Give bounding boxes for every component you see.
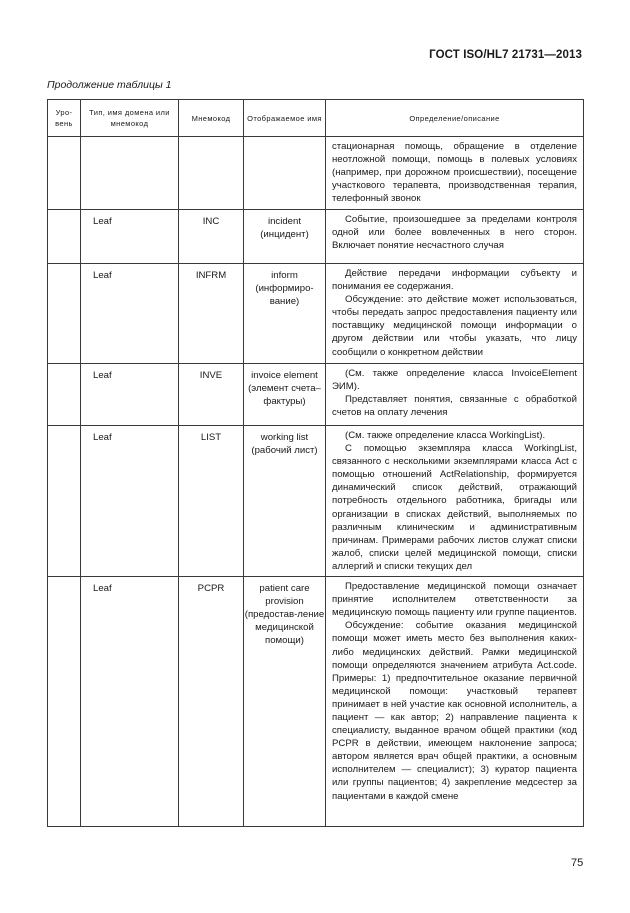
cell-level: [48, 426, 81, 577]
cell-mnemo: LIST: [179, 426, 244, 577]
table-continuation-caption: Продолжение таблицы 1: [47, 79, 172, 91]
col-header-level: Уро-вень: [48, 100, 81, 137]
cell-type: Leaf: [81, 426, 179, 577]
cell-mnemo: PCPR: [179, 577, 244, 827]
definition-paragraph: Действие передачи информации субъекту и понимания ее содержания.: [332, 268, 577, 293]
table-row: [48, 210, 584, 264]
col-header-definition: Определение/описание: [326, 100, 584, 137]
cell-mnemo: INVE: [179, 364, 244, 426]
cell-level: [48, 577, 81, 827]
table-row: [48, 264, 584, 364]
definition-paragraph: С помощью экземпляра класса WorkingList, связанного с несколькими экземплярами класса Act с помощью отношений ActRelationship, формируется динамический список действий, отражающий потребность отдельного работника, бригады или организации в списках действий, выполняемых по различным клиническим и административным причинам. Примерами рабочих листов служат списки жалоб, списки целей медицинской помощи, списки аллергий и списки текущих дел: [332, 443, 577, 572]
table-header-row: [48, 100, 584, 137]
cell-level: [48, 210, 81, 264]
definitions-table: [47, 99, 584, 827]
cell-mnemo: INC: [179, 210, 244, 264]
definition-paragraph: Обсуждение: событие оказания медицинской помощи может иметь место без выполнения каких-либо медицинских действий. Рамки медицинской помощи определяются значением атрибута Act.code. Примеры: 1) предпочтительное оказание первичной медицинской помощи: участковый терапевт принимает в ней участие как основной исполнитель, а пациент — как автор; 2) направление пациента к специалисту, выданное врачом общей практики (код PCPR в действии, имеющем наклонение запроса; автором является врач общей практики, а основным исполнителем — специалист); 3) куратор пациента или группы пациентов; 4) закрепление медсестер за пациентами в каждой смене: [332, 620, 577, 802]
cell-display: [244, 137, 326, 210]
cell-display: working list (рабочий лист): [244, 426, 326, 577]
cell-type: Leaf: [81, 364, 179, 426]
definition-paragraph: стационарная помощь, обращение в отделение неотложной помощи, помощь в полевых условиях (например, при дорожном происшествии), посещение участкового терапевта, производственная терапия, телефонный звонок: [332, 141, 577, 205]
definition-paragraph: Обсуждение: это действие может использоваться, чтобы передать запрос предоставления пациенту или поставщику медицинской помощи информации о другом действии или чтобы указать, что лицу сообщили о конкретном действии: [332, 294, 577, 358]
cell-definition: [326, 210, 584, 264]
standard-title: ГОСТ ISO/HL7 21731—2013: [429, 49, 582, 61]
cell-level: [48, 264, 81, 364]
cell-level: [48, 364, 81, 426]
table-row: [48, 137, 584, 210]
cell-display: patient care provision (предостав-ление медицинской помощи): [244, 577, 326, 827]
table-row: [48, 364, 584, 426]
definition-paragraph: (См. также определение класса WorkingList).: [345, 430, 546, 441]
definition-paragraph: Предоставление медицинской помощи означает принятие исполнителем ответственности за медицинскую помощь пациенту или группе пациентов.: [332, 581, 577, 619]
cell-definition: [326, 264, 584, 364]
table-row: [48, 577, 584, 827]
col-header-mnemo: Мнемокод: [179, 100, 244, 137]
cell-definition: [326, 364, 584, 426]
col-header-display: Отображаемое имя: [244, 100, 326, 137]
cell-display: inform (информиро-вание): [244, 264, 326, 364]
cell-level: [48, 137, 81, 210]
cell-type: Leaf: [81, 264, 179, 364]
cell-type: Leaf: [81, 210, 179, 264]
cell-mnemo: [179, 137, 244, 210]
table-row: [48, 426, 584, 577]
definition-paragraph: (См. также определение класса InvoiceElement ЭИМ).: [332, 368, 577, 393]
cell-definition: [326, 426, 584, 577]
cell-definition: [326, 137, 584, 210]
cell-mnemo: INFRM: [179, 264, 244, 364]
cell-type: Leaf: [81, 577, 179, 827]
cell-display: invoice element (элемент счета–фактуры): [244, 364, 326, 426]
page-number: 75: [571, 857, 584, 869]
definition-paragraph: Событие, произошедшее за пределами контроля одной или более вовлеченных в него сторон. Включает понятие несчастного случая: [332, 214, 577, 252]
definition-paragraph: Представляет понятия, связанные с обработкой счетов на оплату лечения: [332, 394, 577, 419]
cell-display: incident (инцидент): [244, 210, 326, 264]
cell-definition: [326, 577, 584, 827]
col-header-type: Тип, имя домена или мнемокод: [81, 100, 179, 137]
cell-type: [81, 137, 179, 210]
